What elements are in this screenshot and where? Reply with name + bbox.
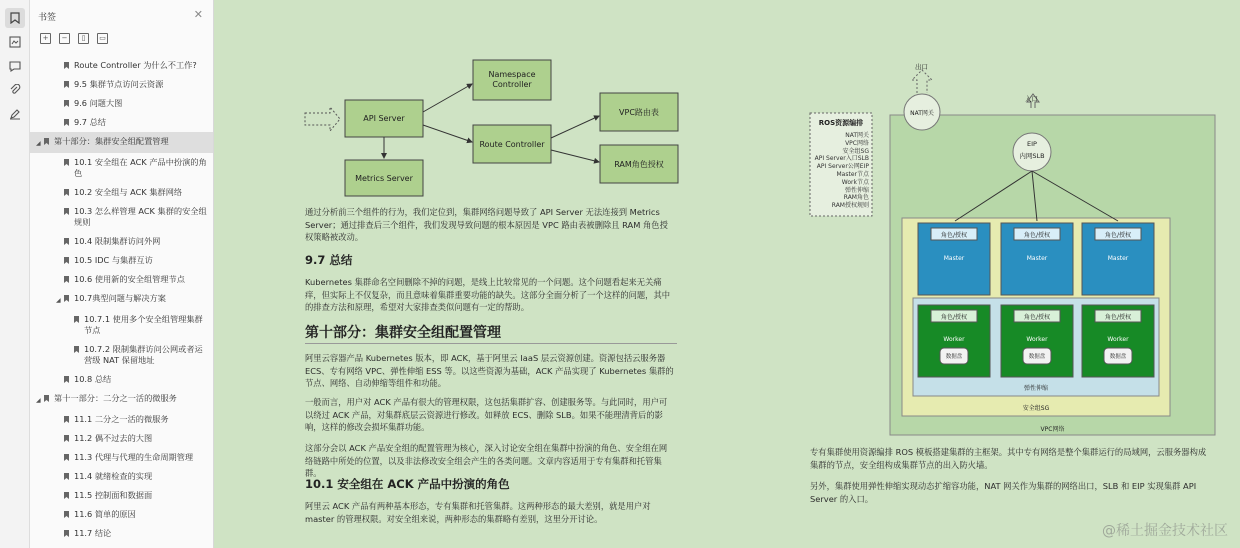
bookmark-icon <box>64 435 69 442</box>
bookmark-icon[interactable] <box>5 8 25 28</box>
bookmark-label: 10.2 安全组与 ACK 集群网络 <box>74 187 183 197</box>
bookmark-icon <box>74 316 79 323</box>
thumbnail-icon[interactable] <box>5 32 25 52</box>
bookmark-item[interactable] <box>30 94 214 113</box>
role-label: 角色/授权 <box>1104 314 1132 321</box>
collapse-all-icon[interactable]: − <box>59 33 70 44</box>
signature-icon[interactable] <box>5 104 25 124</box>
bookmark-icon <box>64 238 69 245</box>
close-icon[interactable]: ✕ <box>193 8 203 21</box>
bookmark-item[interactable] <box>30 270 214 289</box>
bookmark-label: 11.7 结论 <box>74 528 112 538</box>
paragraph: 阿里云 ACK 产品有两种基本形态，专有集群和托管集群。这两种形态的最大差别，就是用户对 master 的管理权限。对安全组来说，两种形态的集群略有差别，这里分开讨论。 <box>305 501 651 524</box>
comment-icon[interactable] <box>5 56 25 76</box>
bookmark-label: 10.7.1 使用多个安全组管理集群节点 <box>84 314 203 335</box>
paragraph: 另外，集群使用弹性伸缩实现动态扩缩容功能，NAT 网关作为集群的网络出口，SLB 和 EIP 实现集群 API Server 的入口。 <box>810 481 1197 504</box>
bookmark-panel <box>30 0 214 548</box>
bookmark-label: 11.5 控制面和数据面 <box>74 490 153 500</box>
bookmark-icon <box>64 473 69 480</box>
role-label: 角色/授权 <box>1023 314 1051 321</box>
bookmark-item[interactable] <box>30 289 214 310</box>
ros-item: RAM角色 <box>843 194 869 202</box>
role-label: 角色/授权 <box>940 314 968 321</box>
paragraph: 专有集群使用资源编排 ROS 模板搭建集群的主框架。其中专有网络是整个集群运行的局域网，云服务器构成集群的节点，安全组构成集群节点的出入防火墙。 <box>810 447 1207 470</box>
bookmark-icon <box>64 81 69 88</box>
bookmark-label: 9.6 问题大图 <box>74 98 123 108</box>
paragraph: 一般而言，用户对 ACK 产品有很大的管理权限，这包括集群扩容、创建服务等。与此同时，用户可以绕过 ACK 产品，对集群底层云资源进行修改。如释放 ECS、删除 SLB。如果不能理清背后的影响，这样的修改会损坏集群功能。 <box>305 397 668 432</box>
bookmark-label: 11.6 简单的原因 <box>74 509 136 519</box>
bookmark-item[interactable] <box>30 389 214 410</box>
page-left <box>300 0 695 548</box>
heading-10-1: 10.1 安全组在 ACK 产品中扮演的角色 <box>305 477 510 491</box>
bookmark-icon <box>64 276 69 283</box>
bookmark-label: 11.2 偶不过去的大图 <box>74 433 153 443</box>
bookmark-icon <box>64 376 69 383</box>
master-label: Master <box>1107 255 1129 262</box>
bookmark-icon <box>64 100 69 107</box>
worker-label: Worker <box>943 336 965 343</box>
master-label: Master <box>1026 255 1048 262</box>
role-label: 角色/授权 <box>940 232 968 239</box>
add-bookmark-icon[interactable]: ▯ <box>78 33 89 44</box>
bookmark-item[interactable] <box>30 232 214 251</box>
role-label: 角色/授权 <box>1104 232 1132 239</box>
bookmark-item[interactable] <box>30 410 214 429</box>
bookmark-label: 10.4 限制集群访问外网 <box>74 236 161 246</box>
bookmark-item[interactable] <box>30 524 214 543</box>
bookmark-item[interactable] <box>30 202 214 232</box>
cluster-architecture-diagram <box>805 0 1225 440</box>
bookmark-icon <box>64 189 69 196</box>
bookmark-label: 10.5 IDC 与集群互访 <box>74 255 153 265</box>
eip-label: EIP <box>1027 140 1037 148</box>
bookmark-label: 10.3 怎么样管理 ACK 集群的安全组规则 <box>74 206 207 227</box>
slb-label: 内网SLB <box>1019 152 1045 160</box>
bookmark-item[interactable] <box>30 183 214 202</box>
heading-part-10: 第十部分：集群安全组配置管理 <box>305 325 501 341</box>
bookmark-icon <box>64 208 69 215</box>
bookmark-icon <box>64 492 69 499</box>
bookmark-toolbar <box>40 33 108 44</box>
bookmark-item[interactable] <box>30 370 214 389</box>
vpc-label: VPC网络 <box>1040 426 1065 433</box>
paragraph: Kubernetes 集群命名空间删除不掉的问题，是线上比较常见的一个问题。这个问题看起来无关痛痒，但实际上不仅复杂，而且意味着集群重要功能的缺失。这部分全面分析了一个这样的问题，其中的排查方法和原理，希望对大家排查类似问题有一定的帮助。 <box>305 277 671 312</box>
bookmark-item[interactable] <box>30 429 214 448</box>
ros-item: Work节点 <box>841 178 869 186</box>
bookmark-item[interactable] <box>30 56 214 75</box>
paragraph: 这部分会以 ACK 产品安全组的配置管理为核心，深入讨论安全组在集群中扮演的角色、安全组在网络链路中所处的位置，以及非法修改安全组会产生的各类问题。文章内容适用于专有集群和托管集群。 <box>305 443 668 478</box>
bookmark-label: 10.7典型问题与解决方案 <box>74 293 166 303</box>
expand-toggle-icon[interactable]: ◢ <box>36 140 41 147</box>
bookmark-icon <box>64 530 69 537</box>
bookmark-icon <box>64 295 69 302</box>
bookmark-icon <box>64 119 69 126</box>
bookmark-label: 9.5 集群节点访问云资源 <box>74 79 164 89</box>
ros-item: 弹性伸缩 <box>844 186 869 194</box>
exit-label: 出口 <box>915 63 928 71</box>
bookmark-icon <box>74 346 79 353</box>
namespace-controller-box: Namespace Controller <box>488 70 536 89</box>
ros-title: ROS资源编排 <box>818 119 864 127</box>
bookmark-icon <box>64 511 69 518</box>
bookmark-label: 9.7 总结 <box>74 117 106 127</box>
bookmark-item[interactable] <box>30 340 214 370</box>
bookmark-icon <box>44 138 49 145</box>
watermark: @稀土掘金技术社区 <box>1102 523 1228 539</box>
bookmark-label: 11.3 代理与代理的生命周期管理 <box>74 452 194 462</box>
disk-label: 数据盘 <box>1109 354 1127 360</box>
bookmark-item[interactable] <box>30 486 214 505</box>
entry-label: 入口 <box>1025 95 1038 103</box>
heading-rule <box>305 343 677 344</box>
ros-item: API Server公网EIP <box>816 163 869 171</box>
bookmark-item[interactable] <box>30 75 214 94</box>
sg-label: 安全组SG <box>1022 405 1050 412</box>
ros-item: NAT网关 <box>845 132 869 139</box>
metrics-server-box: Metrics Server <box>355 173 413 183</box>
ros-item: 安全组SG <box>842 147 869 155</box>
bookmark-item[interactable] <box>30 132 214 153</box>
bookmark-label: Route Controller 为什么不工作? <box>74 60 197 70</box>
bookmark-icon <box>44 395 49 402</box>
bookmark-item[interactable] <box>30 153 214 183</box>
worker-label: Worker <box>1107 336 1129 343</box>
bookmark-label: 11.1 二分之一活的微服务 <box>74 414 169 424</box>
paragraph: 阿里云容器产品 Kubernetes 版本，即 ACK，基于阿里云 IaaS 层云资源创建。资源包括云服务器 ECS、专有网络 VPC、弹性伸缩 ESS 等。以这些资源为基础，ACK 产品实现了 Kubernetes 集群的节点、网络、自动伸缩等组件和功能。 <box>305 353 674 388</box>
page-right <box>805 0 1225 548</box>
disk-label: 数据盘 <box>1028 354 1046 360</box>
heading-9-7: 9.7 总结 <box>305 253 353 267</box>
route-controller-box: Route Controller <box>479 139 545 149</box>
bookmark-label: 10.6 使用新的安全组管理节点 <box>74 274 185 284</box>
bookmark-item[interactable] <box>30 113 214 132</box>
bookmark-options-icon[interactable]: ▭ <box>97 33 108 44</box>
bookmark-label: 10.8 总结 <box>74 374 112 384</box>
bookmark-label: 10.1 安全组在 ACK 产品中扮演的角色 <box>74 157 207 178</box>
ess-label: 弹性伸缩 <box>1023 385 1048 392</box>
ros-item: RAM授权规则 <box>831 202 869 210</box>
bookmark-icon <box>64 416 69 423</box>
ros-item: VPC网络 <box>845 139 869 147</box>
bookmark-icon <box>64 62 69 69</box>
paragraph: 通过分析前三个组件的行为，我们定位到，集群网络问题导致了 API Server 无法连接到 Metrics Server；通过排查后三个组件，我们发现导致问题的根本原因是 VPC 路由表被删除且 RAM 角色授权策略被改动。 <box>305 207 668 242</box>
expand-toggle-icon[interactable]: ◢ <box>56 297 61 304</box>
bookmark-label: 10.7.2 限制集群访问公网或者运营级 NAT 保留地址 <box>84 344 203 365</box>
role-label: 角色/授权 <box>1023 232 1051 239</box>
api-server-box: API Server <box>363 114 405 123</box>
attachment-icon[interactable] <box>5 80 25 100</box>
bookmark-item[interactable] <box>30 467 214 486</box>
expand-toggle-icon[interactable]: ◢ <box>36 397 41 404</box>
expand-all-icon[interactable]: + <box>40 33 51 44</box>
ram-role-box: RAM角色授权 <box>614 159 664 169</box>
disk-label: 数据盘 <box>945 354 963 360</box>
panel-title: 书签 <box>38 13 57 23</box>
bookmark-list <box>30 56 214 543</box>
vpc-route-table-box: VPC路由表 <box>619 107 659 117</box>
tool-rail <box>0 0 30 548</box>
bookmark-label: 第十一部分：二分之一活的微服务 <box>54 393 177 403</box>
document-view[interactable] <box>215 0 1240 548</box>
bookmark-icon <box>64 257 69 264</box>
master-label: Master <box>943 255 965 262</box>
ros-item-list <box>811 132 869 210</box>
ros-item: Master节点 <box>836 170 869 178</box>
bookmark-item[interactable] <box>30 251 214 270</box>
bookmark-icon <box>64 159 69 166</box>
bookmark-item[interactable] <box>30 448 214 467</box>
bookmark-item[interactable] <box>30 310 214 340</box>
bookmark-label: 11.4 就绪检查的实现 <box>74 471 153 481</box>
ros-item: API Server入口SLB <box>814 155 869 163</box>
bookmark-item[interactable] <box>30 505 214 524</box>
worker-label: Worker <box>1026 336 1048 343</box>
nat-gateway-label: NAT网关 <box>910 110 934 117</box>
bookmark-label: 第十部分：集群安全组配置管理 <box>54 136 169 146</box>
bookmark-icon <box>64 454 69 461</box>
